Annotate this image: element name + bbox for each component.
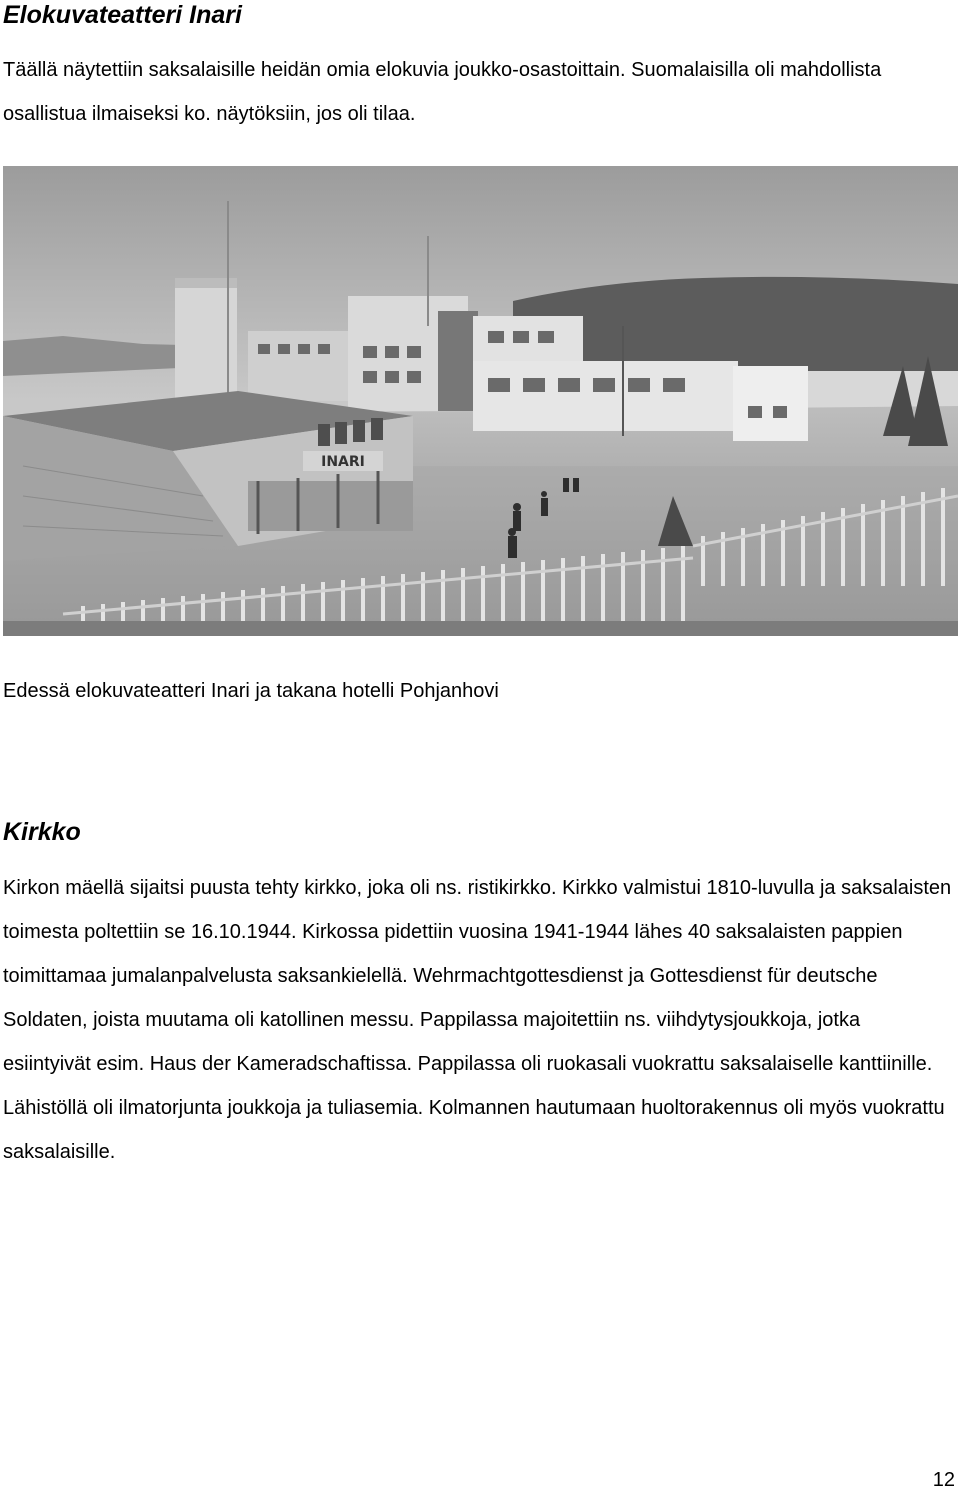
church-paragraph: Kirkon mäellä sijaitsi puusta tehty kirkko, joka oli ns. ristikirkko. Kirkko valmistui 1810-luvulla ja saksalaisten toimesta poltettiin se 16.10.1944. Kirkossa pidettiin vuosina 1941-1944 lähes 40 saksalaisten pappien toimittamaa jumalanpalvelusta saksankielellä. Wehrmachtgottesdienst ja Gottesdienst für deutsche Soldaten, joista muutama oli katollinen messu. Pappilassa majoitettiin ns. viihdytysjoukkoja, jotka esiintyivät esim. Haus der Kameradschaftissa. Pappilassa oli ruokasali vuokrattu saksalaiselle kanttiinille. Lähistöllä oli ilmatorjunta joukkoja ja tuliasemia. Kolmannen hautumaan huoltorakennus oli myös vuokrattu saksalaisille. (3, 877, 952, 1163)
photo-caption: Edessä elokuvateatteri Inari ja takana hotelli Pohjanhovi (3, 680, 499, 702)
page-number: 12 (932, 1469, 955, 1491)
cinema-paragraph: Täällä näytettiin saksalaisille heidän omia elokuvia joukko-osastoittain. Suomalaisilla oli mahdollista osallistua ilmaiseksi ko. näytöksiin, jos oli tilaa. (3, 59, 882, 125)
section-title-cinema: Elokuvateatteri Inari (3, 1, 242, 29)
cinema-photo (3, 166, 958, 636)
section-title-church: Kirkko (3, 818, 81, 846)
cinema-sign-text: INARI (321, 454, 365, 470)
